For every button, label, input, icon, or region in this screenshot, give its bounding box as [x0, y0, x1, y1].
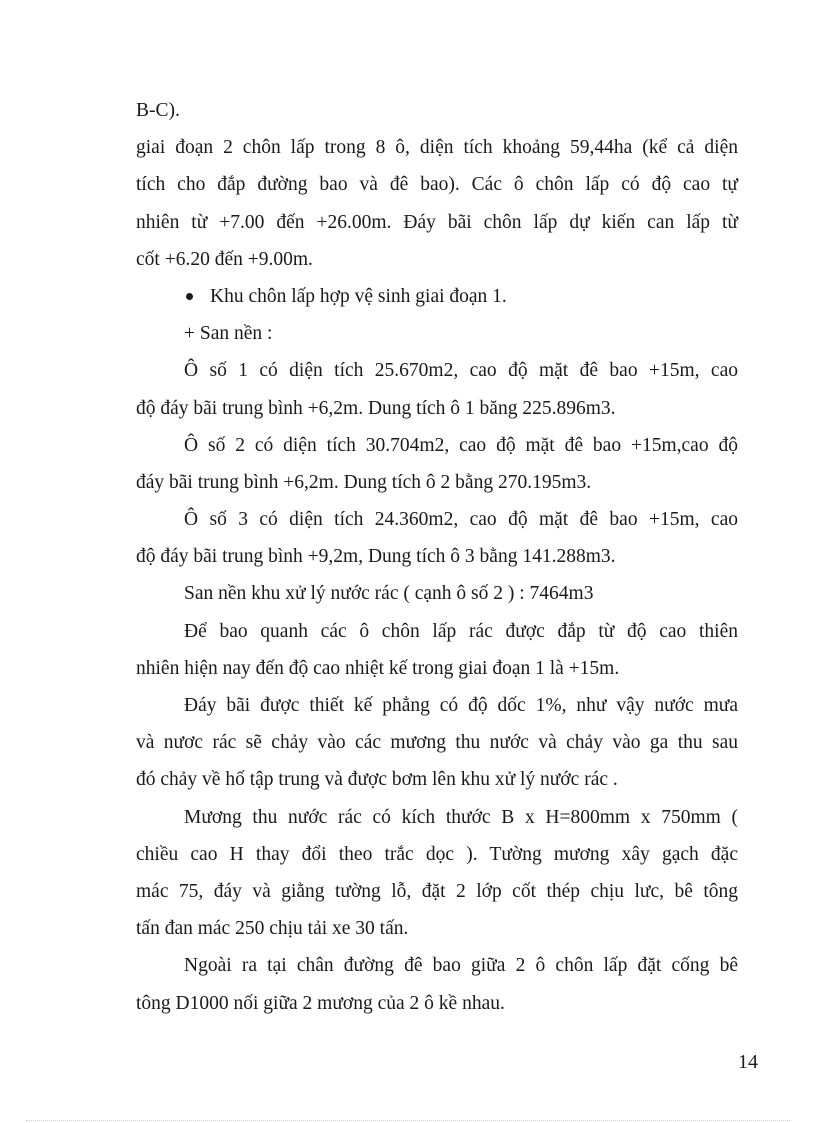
text-line: nhiên từ +7.00 đến +26.00m. Đáy bãi chôn lấp dự kiến can lấp từ [136, 211, 738, 233]
text-line: Mương thu nước rác có kích thước B x H=800mm x 750mm ( [184, 806, 738, 828]
text-line: đó chảy về hố tập trung và được bơm lên khu xử lý nước rác . [136, 769, 618, 791]
text-line: tông D1000 nối giữa 2 mương của 2 ô kề nhau. [136, 992, 505, 1014]
text-line: Ô số 2 có diện tích 30.704m2, cao độ mặt đê bao +15m,cao độ [184, 434, 738, 456]
text-line: giai đoạn 2 chôn lấp trong 8 ô, diện tích khoảng 59,44ha (kể cả diện [136, 137, 738, 159]
text-line: đáy bãi trung bình +6,2m. Dung tích ô 2 bằng 270.195m3. [136, 471, 592, 493]
text-line: Để bao quanh các ô chôn lấp rác được đắp từ độ cao thiên [184, 620, 738, 642]
bullet-icon [186, 293, 193, 300]
text-line: Ngoài ra tại chân đường đê bao giữa 2 ô chôn lấp đặt cống bê [184, 955, 738, 977]
text-line: Ô số 1 có diện tích 25.670m2, cao độ mặt đê bao +15m, cao [184, 360, 738, 382]
text-line: B-C). [136, 100, 180, 121]
text-line: cốt +6.20 đến +9.00m. [136, 248, 313, 270]
text-line: Đáy bãi được thiết kế phẳng có độ dốc 1%, như vậy nước mưa [184, 695, 738, 716]
text-line: chiều cao H thay đổi theo trắc dọc ). Tường mương xây gạch đặc [136, 843, 738, 865]
bullet-item-text: Khu chôn lấp hợp vệ sinh giai đoạn 1. [210, 285, 507, 307]
text-line: và nươc rác sẽ chảy vào các mương thu nước và chảy vào ga thu sau [136, 732, 738, 754]
text-line: mác 75, đáy và giằng tường lỗ, đặt 2 lớp cốt thép chịu lưc, bê tông [136, 880, 738, 902]
text-line: độ đáy bãi trung bình +9,2m, Dung tích ô 3 bằng 141.288m3. [136, 546, 616, 568]
text-line: tấn đan mác 250 chịu tải xe 30 tấn. [136, 918, 409, 940]
bullet-item [136, 278, 738, 315]
page-bottom-divider [26, 1120, 790, 1121]
page-number: 14 [738, 1051, 758, 1073]
body-text [136, 92, 738, 1022]
text-line: Ô số 3 có diện tích 24.360m2, cao độ mặt đê bao +15m, cao [184, 509, 738, 531]
text-line: độ đáy bãi trung bình +6,2m. Dung tích ô 1 băng 225.896m3. [136, 397, 616, 419]
text-line: tích cho đắp đường bao và đê bao). Các ô chôn lấp có độ cao tự [136, 174, 738, 196]
text-line: + San nền : [184, 323, 273, 345]
text-line: nhiên hiện nay đến độ cao nhiệt kế trong giai đoạn 1 là +15m. [136, 657, 620, 679]
text-line: San nền khu xử lý nước rác ( cạnh ô số 2 ) : 7464m3 [184, 583, 594, 605]
